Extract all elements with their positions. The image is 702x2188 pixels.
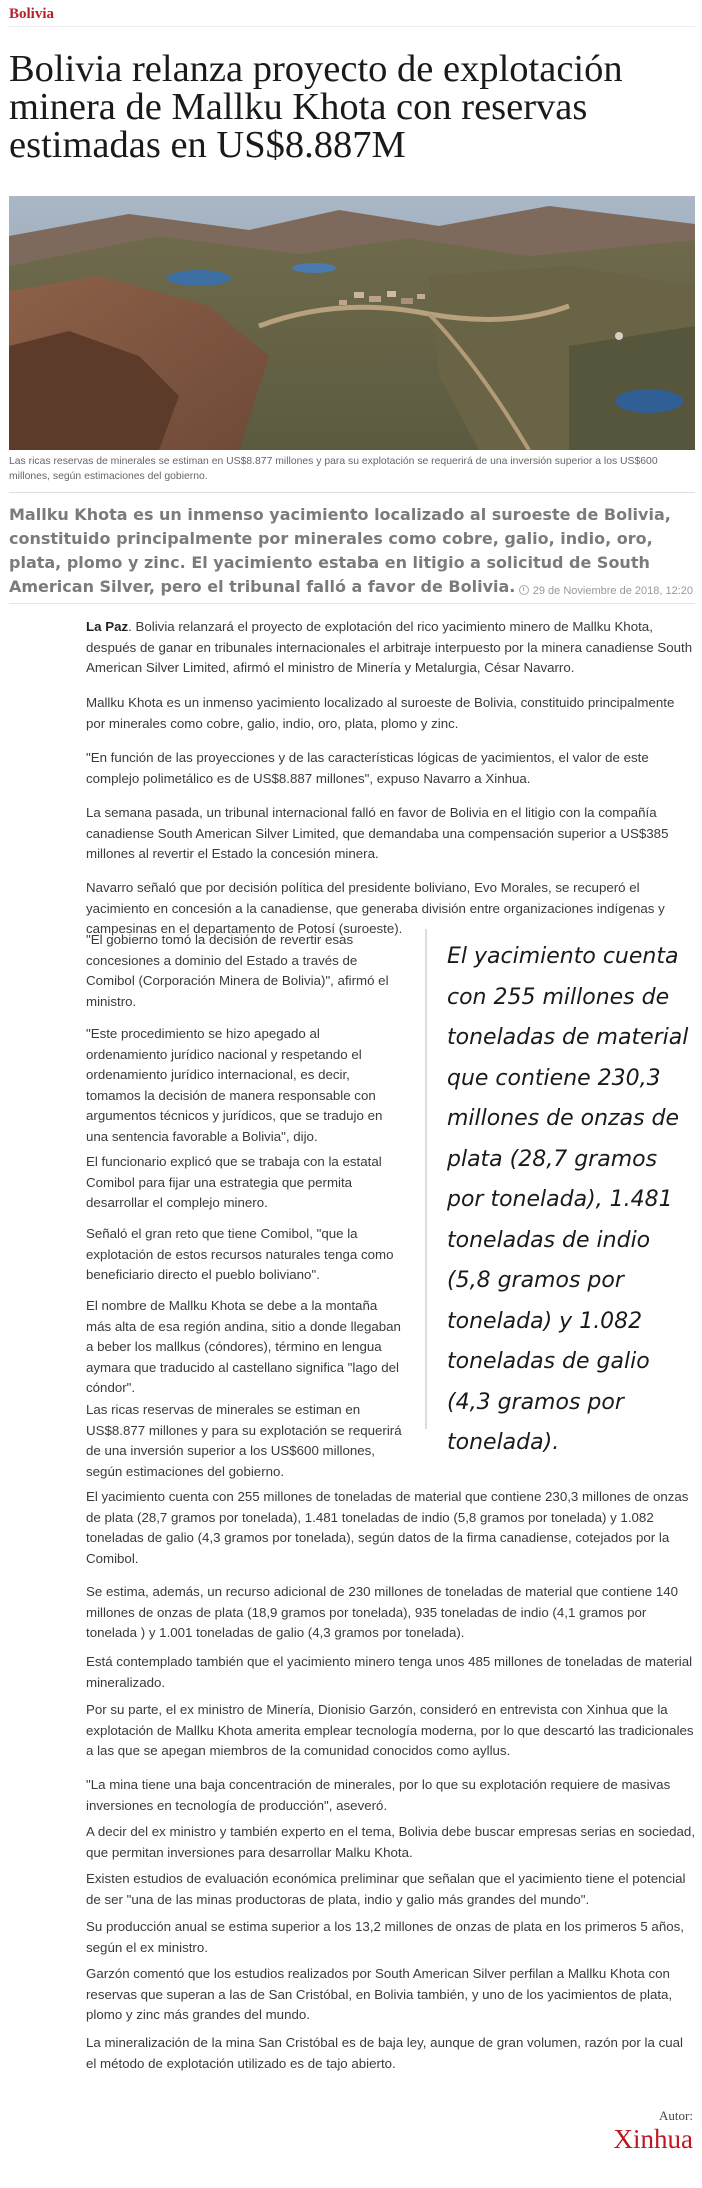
paragraph: A decir del ex ministro y también experto en el tema, Bolivia debe buscar empresas serias en sociedad, que permitan inversiones para desarrollar Malku Khota. [86,1824,696,1860]
paragraph: Garzón comentó que los estudios realizados por South American Silver perfilan a Mallku Khota con reservas que superan a las de San Cristóbal, en Bolivia también, y uno de los yacimientos de plata, plomo y zinc más grandes del mundo. [86,1966,673,2022]
paragraph: El nombre de Mallku Khota se debe a la montaña más alta de esa región andina, sitio a donde llegaban a beber los mallkus (cóndores), término en lengua aymara que traducido al castellano significa "lago del cóndor". [86,1298,401,1395]
paragraph: "La mina tiene una baja concentración de minerales, por lo que su explotación requiere de masivas inversiones en tecnología de producción", aseveró. [86,1777,671,1813]
pullquote-rule [425,929,427,1429]
author-block [614,2108,693,2154]
paragraph: Navarro señaló que por decisión política del presidente boliviano, Evo Morales, se recuperó el yacimiento en concesión a la canadiense, que generaba división entre organizaciones indígenas y campesinas en el departamento de Potosí (suroeste). [86,880,665,936]
paragraph: Se estima, además, un recurso adicional de 230 millones de toneladas de material que contiene 140 millones de onzas de plata (18,9 gramos por tonelada), 935 toneladas de indio (4,1 gramos por tonelada ) y 1.001 toneladas de galio (4,3 gramos por tonelada). [86,1584,679,1640]
author-name[interactable]: Xinhua [613,2124,693,2154]
paragraph: Señaló el gran reto que tiene Comibol, "que la explotación de estos recursos naturales tenga como beneficiario directo el pueblo boliviano". [86,1226,394,1282]
divider [9,603,695,604]
paragraph: Existen estudios de evaluación económica preliminar que señalan que el yacimiento tiene el potencial de ser "una de las minas productoras de plata, indio y galio más grandes del mundo". [86,1871,686,1907]
clock-icon [519,585,529,595]
section-link[interactable]: Bolivia [9,6,55,22]
author-label: Autor: [659,2108,693,2123]
image-caption: Las ricas reservas de minerales se estiman en US$8.877 millones y para su explotación se requerirá de una inversión superior a los US$600 millones, según estimaciones del gobierno. [9,456,658,482]
publish-date-text: 29 de Noviembre de 2018, 12:20 [532,585,693,597]
paragraph: "Este procedimiento se hizo apegado al ordenamiento jurídico nacional y respetando el ordenamiento jurídico internacional, es decir, tomamos la decisión de manera responsable con argumentos técnicos y jurídicos, que se tradujo en una sentencia favorable a Bolivia", dijo. [86,1026,383,1144]
hero-image [9,196,695,450]
paragraph: Su producción anual se estima superior a los 13,2 millones de onzas de plata en los primeros 5 años, según el ex ministro. [86,1919,684,1955]
paragraph: "En función de las proyecciones y de las características lógicas de yacimientos, el valor de este complejo polimetálico es de US$8.887 millones", expuso Navarro a Xinhua. [86,750,649,786]
location-label: La Paz [86,619,129,634]
mining-valley-photo [9,196,695,450]
paragraph: Está contemplado también que el yacimiento minero tenga unos 485 millones de toneladas de material mineralizado. [86,1654,693,1690]
paragraph: El yacimiento cuenta con 255 millones de toneladas de material que contiene 230,3 millones de onzas de plata (28,7 gramos por tonelada), 1.481 toneladas de indio (5,8 gramos por tonelada) y 1.082 toneladas de galio (4,3 gramos por tonelada), según datos de la firma canadiense, cotejados por la Comibol. [86,1489,689,1566]
paragraph: Las ricas reservas de minerales se estiman en US$8.877 millones y para su explotación se requerirá de una inversión superior a los US$600 millones, según estimaciones del gobierno. [86,1402,402,1479]
paragraph: "El gobierno tomó la decisión de revertir esas concesiones a dominio del Estado a través de Comibol (Corporación Minera de Bolivia)", afirmó el ministro. [86,932,389,1009]
headline: Bolivia relanza proyecto de explotación minera de Mallku Khota con reservas estimadas en US$8.887M [9,48,623,166]
paragraph: La Paz. Bolivia relanzará el proyecto de explotación del rico yacimiento minero de Mallku Khota, después de ganar en tribunales internacionales el arbitraje interpuesto por la minera canadiense South American Silver Limited, afirmó el ministro de Minería y Metalurgia, César Navarro. [86,619,693,675]
paragraph: El funcionario explicó que se trabaja con la estatal Comibol para fijar una estrategia que permita desarrollar el complejo minero. [86,1154,382,1210]
section-tag [9,0,695,27]
paragraph: La mineralización de la mina San Cristóbal es de baja ley, aunque de gran volumen, razón por la cual el método de explotación utilizado es de tajo abierto. [86,2035,683,2071]
paragraph: Mallku Khota es un inmenso yacimiento localizado al suroeste de Bolivia, constituido principalmente por minerales como cobre, galio, indio, oro, plata, plomo y zinc. [86,695,675,731]
paragraph: La semana pasada, un tribunal internacional falló en favor de Bolivia en el litigio con la compañía canadiense South American Silver Limited, que demandaba una compensación superior a US$385 millones al revertir el Estado la concesión minera. [86,805,669,861]
publish-date [519,585,693,597]
pullquote: El yacimiento cuenta con 255 millones de toneladas de material que contiene 230,3 millones de onzas de plata (28,7 gramos por tonelada), 1.481 toneladas de indio (5,8 gramos por tonelada) y 1.082 toneladas de galio (4,3 gramos por tonelada). [447,944,689,1455]
article-lead: Mallku Khota es un inmenso yacimiento localizado al suroeste de Bolivia, constituido principalmente por minerales como cobre, galio, indio, oro, plata, plomo y zinc. El yacimiento estaba en litigio a solicitud de South American Silver, pero el tribunal falló a favor de Bolivia. [9,505,671,596]
paragraph: Por su parte, el ex ministro de Minería, Dionisio Garzón, consideró en entrevista con Xinhua que la explotación de Mallku Khota amerita emplear tecnología moderna, por lo que descartó las tradicionales a las que se apegan miembros de la comunidad conocidos como ayllus. [86,1702,694,1758]
divider [9,492,695,493]
